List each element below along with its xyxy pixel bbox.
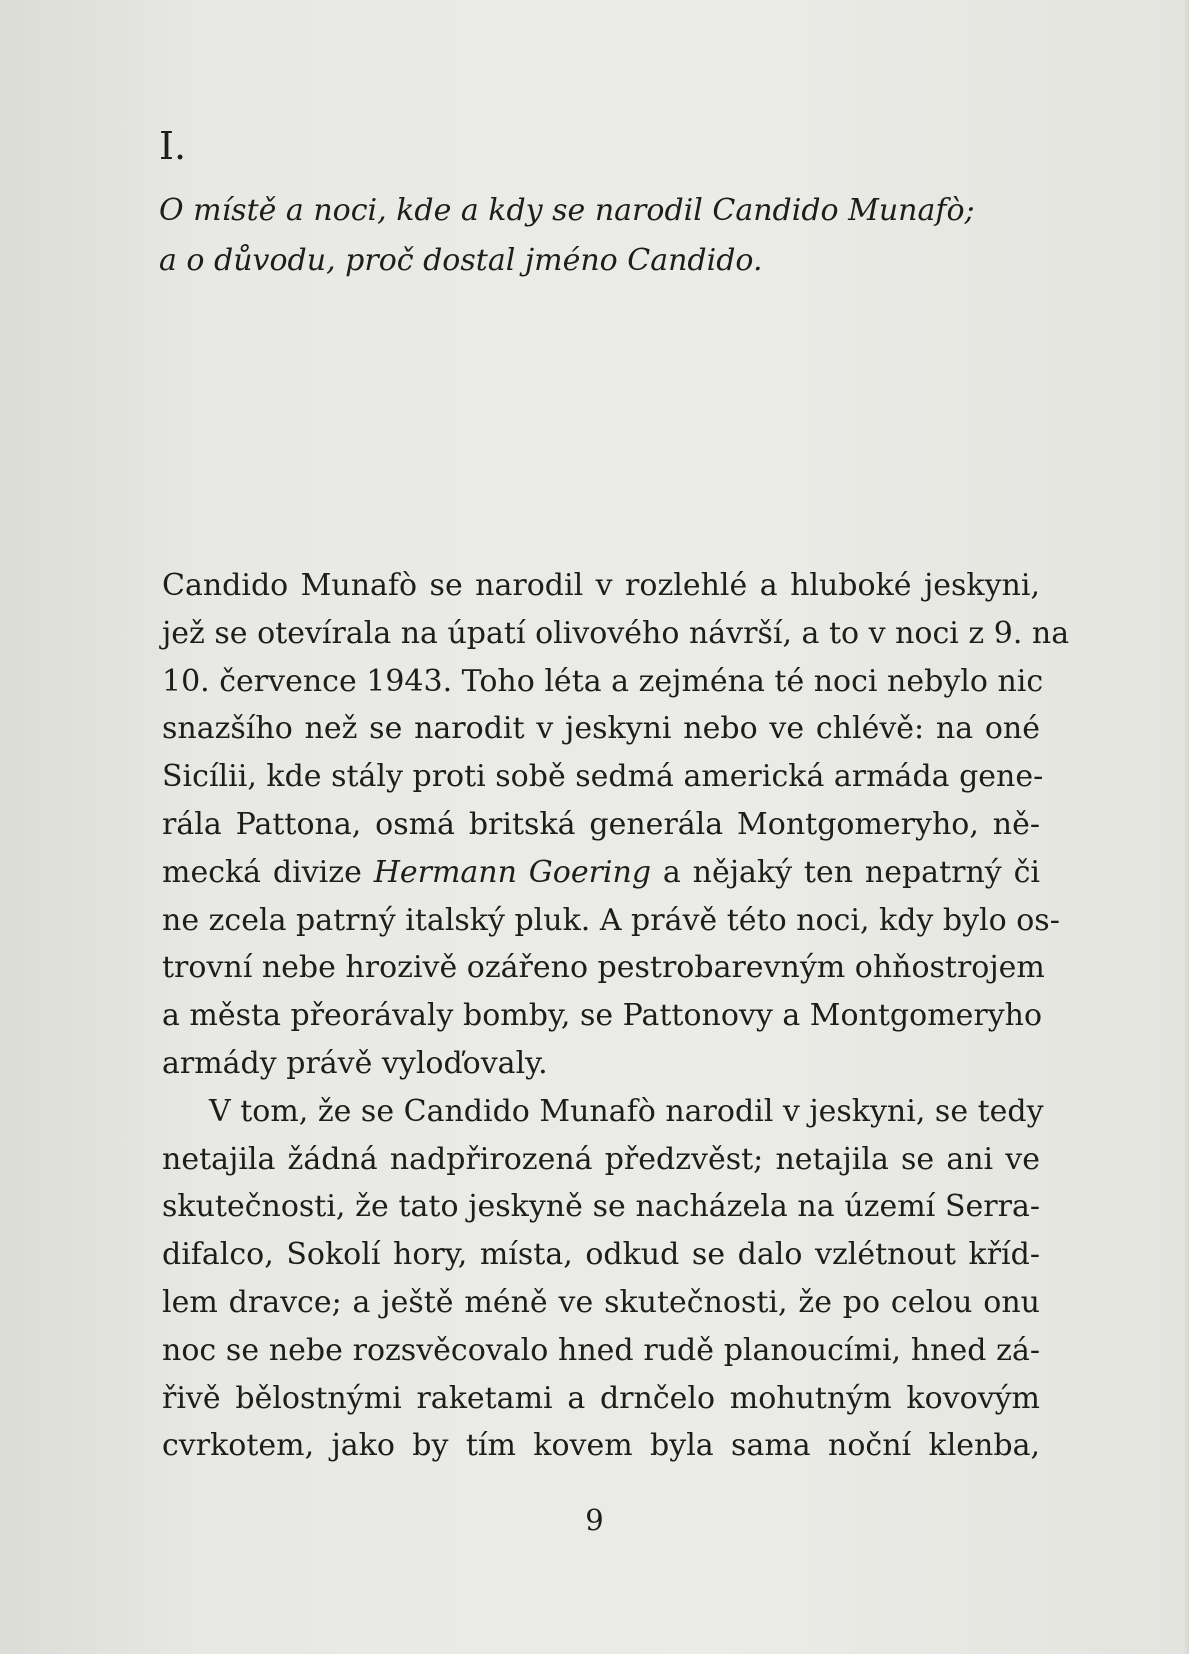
text-line: jež se otevírala na úpatí olivového návrší, a to v noci z 9. na [162,615,1070,651]
text-line: a města přeorávaly bomby, se Pattonovy a Montgomeryho [162,998,1043,1034]
text-segment: a nějaký ten nepatrný či [651,854,1040,890]
italic-division-name: Hermann Goering [373,854,652,890]
paragraph-2 [162,1088,1044,1470]
text-line: armády právě vyloďovaly. [162,1045,548,1081]
text-line: trovní nebe hrozivě ozářeno pestrobarevným ohňostrojem [162,950,1045,986]
text-line: skutečnosti, že tato jeskyně se nacházela na území Serra- [162,1189,1040,1225]
text-line: 10. července 1943. Toho léta a zejména té noci nebylo nic [162,663,1044,699]
text-line: Candido Munafò se narodil v rozlehlé a hluboké jeskyni, [162,568,1040,603]
page-edge-shadow [1183,0,1189,1654]
text-line: Sicílii, kde stály proti sobě sedmá americká armáda gene- [162,759,1044,795]
chapter-subtitle-line: a o důvodu, proč dostal jméno Candido. [159,243,763,278]
text-line: noc se nebe rozsvěcovalo hned rudě planoucími, hned zá- [162,1332,1040,1368]
text-line: netajila žádná nadpřirozená předzvěst; netajila se ani ve [162,1141,1040,1177]
chapter-subtitle-line: O místě a noci, kde a kdy se narodil Candido Munafò; [159,193,975,228]
text-line: řivě bělostnými raketami a drnčelo mohutným kovovým [162,1380,1040,1416]
body-text [162,562,1070,1470]
text-line: difalco, Sokolí hory, místa, odkud se dalo vzlétnout kříd- [162,1237,1040,1273]
text-line: rála Pattona, osmá britská generála Montgomeryho, ně- [162,806,1040,842]
text-line: cvrkotem, jako by tím kovem byla sama noční klenba, [162,1428,1040,1464]
chapter-subtitle [159,186,1059,286]
page-number: 9 [585,1503,604,1537]
paragraph-1 [162,562,1070,1088]
text-line: V tom, že se Candido Munafò narodil v jeskyni, se tedy [209,1093,1044,1129]
text-segment: mecká divize [162,854,374,890]
text-line-with-italic [162,849,1040,897]
text-line: lem dravce; a ještě méně ve skutečnosti, že po celou onu [162,1284,1040,1320]
chapter-number: I. [159,124,187,168]
text-line: ne zcela patrný italský pluk. A právě této noci, kdy bylo os- [162,902,1060,938]
text-line: snazšího než se narodit v jeskyni nebo ve chlévě: na oné [162,711,1040,747]
